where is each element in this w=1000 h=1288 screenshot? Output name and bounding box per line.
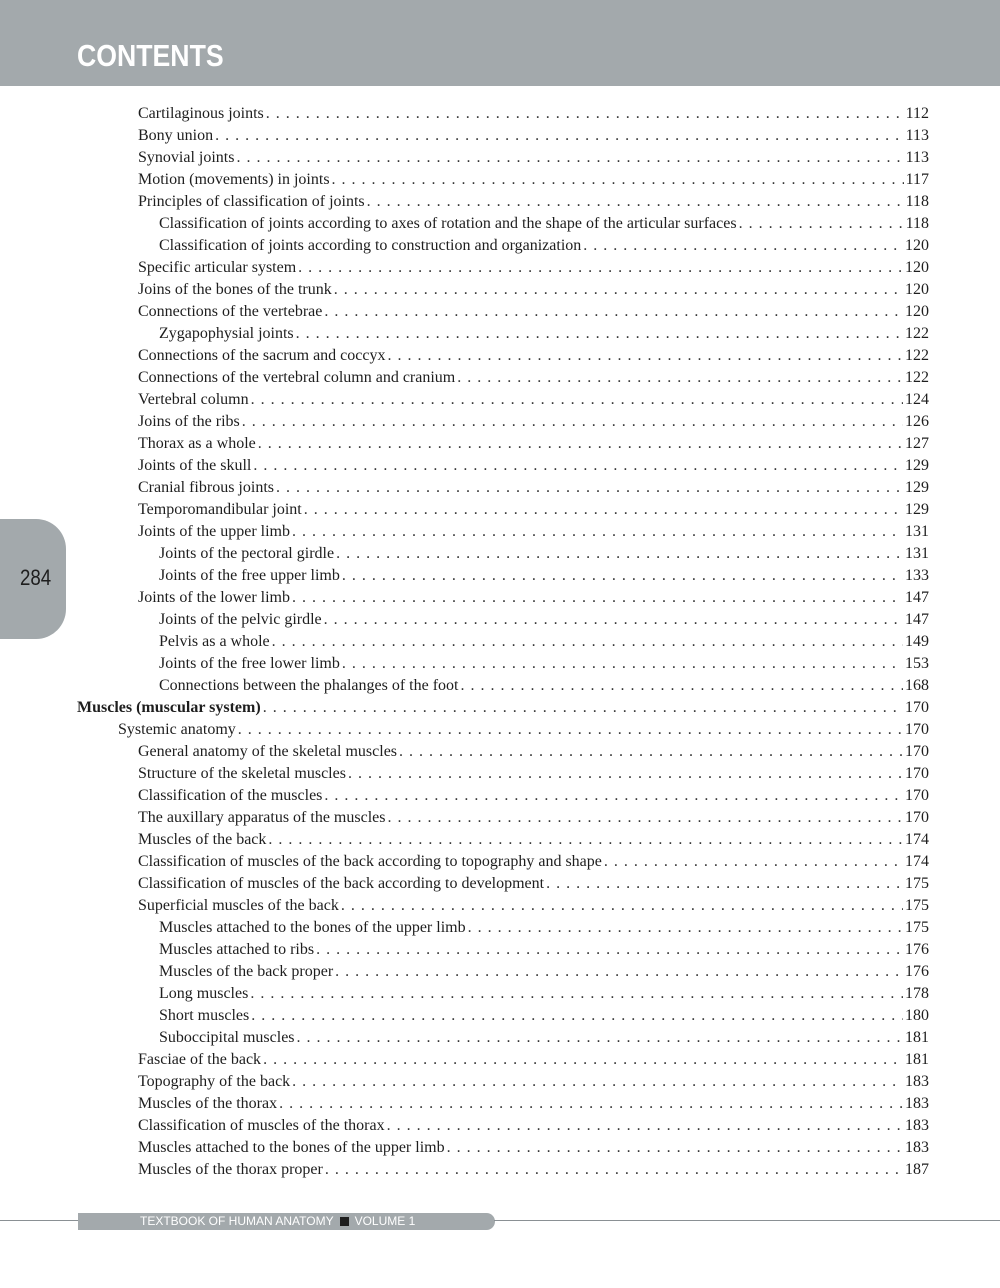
dot-leader — [268, 829, 903, 851]
toc-entry-page: 122 — [905, 325, 929, 342]
toc-entry — [138, 257, 929, 279]
toc-entry-page: 170 — [905, 787, 929, 804]
page-title: CONTENTS — [77, 38, 224, 73]
dot-leader — [367, 191, 904, 213]
toc-entry — [138, 873, 929, 895]
toc-entry — [159, 653, 929, 675]
toc-entry-title: Muscles of the back — [138, 831, 267, 848]
dot-leader — [324, 785, 903, 807]
toc-entry-title: Joins of the ribs — [138, 413, 240, 430]
toc-entry-page: 181 — [905, 1051, 929, 1068]
toc-entry — [138, 1093, 929, 1115]
toc-entry-title: Motion (movements) in joints — [138, 171, 330, 188]
toc-entry-title: Pelvis as a whole — [159, 633, 270, 650]
toc-entry — [159, 543, 929, 565]
toc-entry-title: Muscles attached to the bones of the upper limb — [138, 1139, 445, 1156]
toc-entry-title: Classification of muscles of the thorax — [138, 1117, 385, 1134]
toc-entry — [159, 1027, 929, 1049]
toc-entry-page: 129 — [905, 501, 929, 518]
toc-entry — [138, 411, 929, 433]
toc-entry — [138, 147, 929, 169]
toc-entry-page: 168 — [905, 677, 929, 694]
square-bullet-icon — [340, 1217, 349, 1226]
toc-entry — [118, 719, 929, 741]
toc-entry-page: 181 — [905, 1029, 929, 1046]
toc-entry-page: 178 — [905, 985, 929, 1002]
toc-entry-page: 113 — [905, 127, 929, 144]
toc-entry-page: 117 — [905, 171, 929, 188]
toc-entry-page: 113 — [905, 149, 929, 166]
toc-entry-page: 129 — [905, 479, 929, 496]
dot-leader — [324, 301, 903, 323]
toc-entry-title: Cranial fibrous joints — [138, 479, 274, 496]
toc-entry — [138, 1137, 929, 1159]
toc-entry — [159, 235, 929, 257]
toc-entry-title: Bony union — [138, 127, 214, 144]
toc-entry-page: 153 — [905, 655, 929, 672]
toc-entry — [138, 741, 929, 763]
dot-leader — [604, 851, 903, 873]
dot-leader — [332, 169, 904, 191]
toc-entry-title: Classification of joints according to construction and organization — [159, 237, 582, 254]
toc-entry-title: Joints of the upper limb — [138, 523, 290, 540]
toc-entry-page: 131 — [905, 523, 929, 540]
dot-leader — [341, 895, 903, 917]
toc-entry — [138, 829, 929, 851]
toc-entry-title: Connections of the vertebrae — [138, 303, 323, 320]
toc-entry-title: Systemic anatomy — [118, 721, 236, 738]
toc-entry-title: Principles of classification of joints — [138, 193, 365, 210]
toc-entry-page: 120 — [905, 237, 929, 254]
dot-leader — [342, 565, 903, 587]
dot-leader — [546, 873, 903, 895]
dot-leader — [457, 367, 903, 389]
dot-leader — [263, 697, 903, 719]
dot-leader — [296, 323, 903, 345]
dot-leader — [242, 411, 903, 433]
toc-entry-title: Joints of the free lower limb — [159, 655, 340, 672]
toc-entry-page: 170 — [905, 721, 929, 738]
toc-entry — [138, 1049, 929, 1071]
toc-entry — [159, 675, 929, 697]
dot-leader — [447, 1137, 903, 1159]
toc-entry-title: Connections of the sacrum and coccyx — [138, 347, 386, 364]
toc-entry-page: 174 — [905, 853, 929, 870]
toc-entry — [138, 587, 929, 609]
dot-leader — [236, 147, 903, 169]
toc-entry — [138, 367, 929, 389]
dot-leader — [387, 1115, 903, 1137]
dot-leader — [297, 1027, 903, 1049]
toc-entry — [138, 345, 929, 367]
toc-entry-title: Superficial muscles of the back — [138, 897, 339, 914]
toc-entry-title: Joints of the skull — [138, 457, 252, 474]
toc-entry — [138, 279, 929, 301]
toc-entry-page: 176 — [905, 963, 929, 980]
toc-entry-title: Classification of joints according to axes of rotation and the shape of the articular surfaces — [159, 215, 737, 232]
toc-entry — [138, 1071, 929, 1093]
toc-entry — [138, 807, 929, 829]
toc-entry-title: Thorax as a whole — [138, 435, 256, 452]
toc-entry-page: 149 — [905, 633, 929, 650]
toc-entry-page: 183 — [905, 1095, 929, 1112]
dot-leader — [215, 125, 903, 147]
dot-leader — [238, 719, 903, 741]
toc-entry-page: 187 — [905, 1161, 929, 1178]
toc-entry-title: Specific articular system — [138, 259, 297, 276]
footer-volume: VOLUME 1 — [354, 1214, 416, 1228]
toc-entry — [159, 323, 929, 345]
toc-entry-page: 175 — [905, 919, 929, 936]
page-number: 284 — [20, 565, 52, 590]
toc-entry-page: 127 — [905, 435, 929, 452]
dot-leader — [342, 653, 903, 675]
toc-entry-title: Suboccipital muscles — [159, 1029, 295, 1046]
toc-entry — [138, 785, 929, 807]
toc-entry — [138, 763, 929, 785]
toc-entry-page: 170 — [905, 765, 929, 782]
toc-entry-title: Topography of the back — [138, 1073, 291, 1090]
toc-entry — [138, 301, 929, 323]
toc-entry-title: Fasciae of the back — [138, 1051, 262, 1068]
toc-entry — [159, 917, 929, 939]
toc-entry-page: 126 — [905, 413, 929, 430]
toc-entry — [138, 499, 929, 521]
toc-entry-page: 183 — [905, 1073, 929, 1090]
toc-entry — [138, 433, 929, 455]
toc-entry — [159, 609, 929, 631]
toc-entry-title: Muscles of the thorax — [138, 1095, 278, 1112]
dot-leader — [334, 279, 903, 301]
toc-entry — [159, 961, 929, 983]
toc-entry — [138, 191, 929, 213]
toc-entry-page: 180 — [905, 1007, 929, 1024]
toc-entry-title: Muscles of the thorax proper — [138, 1161, 323, 1178]
toc-entry — [159, 983, 929, 1005]
dot-leader — [583, 235, 903, 257]
toc-entry-page: 118 — [905, 215, 929, 232]
toc-entry-page: 170 — [905, 809, 929, 826]
toc-entry-title: Connections between the phalanges of the foot — [159, 677, 459, 694]
dot-leader — [250, 983, 903, 1005]
toc-entry-page: 120 — [905, 259, 929, 276]
toc-entry-title: Joins of the bones of the trunk — [138, 281, 332, 298]
toc-entry-title: Joints of the pelvic girdle — [159, 611, 322, 628]
dot-leader — [276, 477, 903, 499]
dot-leader — [292, 521, 903, 543]
toc-entry-title: Muscles attached to the bones of the upper limb — [159, 919, 466, 936]
toc-entry-page: 118 — [905, 193, 929, 210]
toc-entry-title: Long muscles — [159, 985, 249, 1002]
toc-entry-title: General anatomy of the skeletal muscles — [138, 743, 398, 760]
toc-entry — [138, 103, 929, 125]
toc-entry — [138, 477, 929, 499]
toc-entry-title: Muscles (muscular system) — [77, 699, 261, 716]
dot-leader — [336, 543, 903, 565]
toc-entry-title: Classification of the muscles — [138, 787, 323, 804]
dot-leader — [387, 345, 903, 367]
toc-entry-title: Zygapophysial joints — [159, 325, 294, 342]
toc-entry — [159, 213, 929, 235]
toc-entry-page: 183 — [905, 1117, 929, 1134]
toc-entry-title: Cartilaginous joints — [138, 105, 264, 122]
dot-leader — [279, 1093, 903, 1115]
toc-entry — [138, 851, 929, 873]
toc-entry-title: The auxillary apparatus of the muscles — [138, 809, 386, 826]
toc-entry — [138, 455, 929, 477]
footer-rule-left — [0, 1220, 78, 1221]
toc-entry-page: 122 — [905, 347, 929, 364]
toc-entry-title: Joints of the free upper limb — [159, 567, 340, 584]
toc-entry-title: Classification of muscles of the back according to development — [138, 875, 545, 892]
toc-entry-page: 170 — [905, 699, 929, 716]
footer-book-title: TEXTBOOK OF HUMAN ANATOMY — [140, 1214, 334, 1228]
toc-entry-page: 120 — [905, 303, 929, 320]
toc-entry-page: 129 — [905, 457, 929, 474]
toc-entry-title: Vertebral column — [138, 391, 249, 408]
toc-entry-page: 120 — [905, 281, 929, 298]
dot-leader — [324, 609, 903, 631]
dot-leader — [272, 631, 903, 653]
toc-entry — [138, 521, 929, 543]
dot-leader — [316, 939, 903, 961]
dot-leader — [266, 103, 904, 125]
dot-leader — [399, 741, 903, 763]
dot-leader — [325, 1159, 903, 1181]
dot-leader — [253, 455, 903, 477]
dot-leader — [298, 257, 903, 279]
toc-entry — [77, 697, 929, 719]
toc-entry-title: Temporomandibular joint — [138, 501, 302, 518]
toc-entry — [138, 1115, 929, 1137]
toc-entry-page: 176 — [905, 941, 929, 958]
dot-leader — [387, 807, 903, 829]
toc-entry — [138, 389, 929, 411]
toc-entry — [159, 939, 929, 961]
toc-entry-page: 147 — [905, 589, 929, 606]
toc-entry-title: Synovial joints — [138, 149, 235, 166]
toc-entry — [159, 565, 929, 587]
toc-entry-title: Muscles of the back proper — [159, 963, 334, 980]
toc-entry-page: 131 — [905, 545, 929, 562]
toc-entry-title: Short muscles — [159, 1007, 250, 1024]
toc-entry-title: Joints of the lower limb — [138, 589, 290, 606]
footer-rule-right — [494, 1220, 1000, 1221]
dot-leader — [292, 587, 903, 609]
toc-entry-page: 147 — [905, 611, 929, 628]
toc-entry-title: Connections of the vertebral column and cranium — [138, 369, 456, 386]
toc-entry-page: 122 — [905, 369, 929, 386]
toc-entry-page: 175 — [905, 897, 929, 914]
dot-leader — [251, 1005, 903, 1027]
toc-entry-title: Muscles attached to ribs — [159, 941, 315, 958]
toc-entry — [159, 1005, 929, 1027]
toc-entry-page: 175 — [905, 875, 929, 892]
dot-leader — [348, 763, 903, 785]
toc-entry-page: 170 — [905, 743, 929, 760]
dot-leader — [251, 389, 903, 411]
dot-leader — [460, 675, 903, 697]
dot-leader — [304, 499, 903, 521]
toc-entry-page: 124 — [905, 391, 929, 408]
dot-leader — [468, 917, 903, 939]
dot-leader — [263, 1049, 903, 1071]
toc-entry-page: 133 — [905, 567, 929, 584]
dot-leader — [335, 961, 903, 983]
toc-entry — [138, 169, 929, 191]
footer-label — [140, 1213, 415, 1230]
toc-entry-title: Structure of the skeletal muscles — [138, 765, 346, 782]
dot-leader — [258, 433, 903, 455]
header-bar — [0, 0, 1000, 86]
toc-entry — [138, 895, 929, 917]
dot-leader — [739, 213, 904, 235]
toc-entry — [138, 1159, 929, 1181]
toc-entry — [159, 631, 929, 653]
toc-entry-page: 174 — [905, 831, 929, 848]
toc-entry-title: Classification of muscles of the back according to topography and shape — [138, 853, 602, 870]
dot-leader — [292, 1071, 903, 1093]
toc-entry-title: Joints of the pectoral girdle — [159, 545, 335, 562]
toc-entry-page: 112 — [905, 105, 929, 122]
toc-entry — [138, 125, 929, 147]
toc-entry-page: 183 — [905, 1139, 929, 1156]
